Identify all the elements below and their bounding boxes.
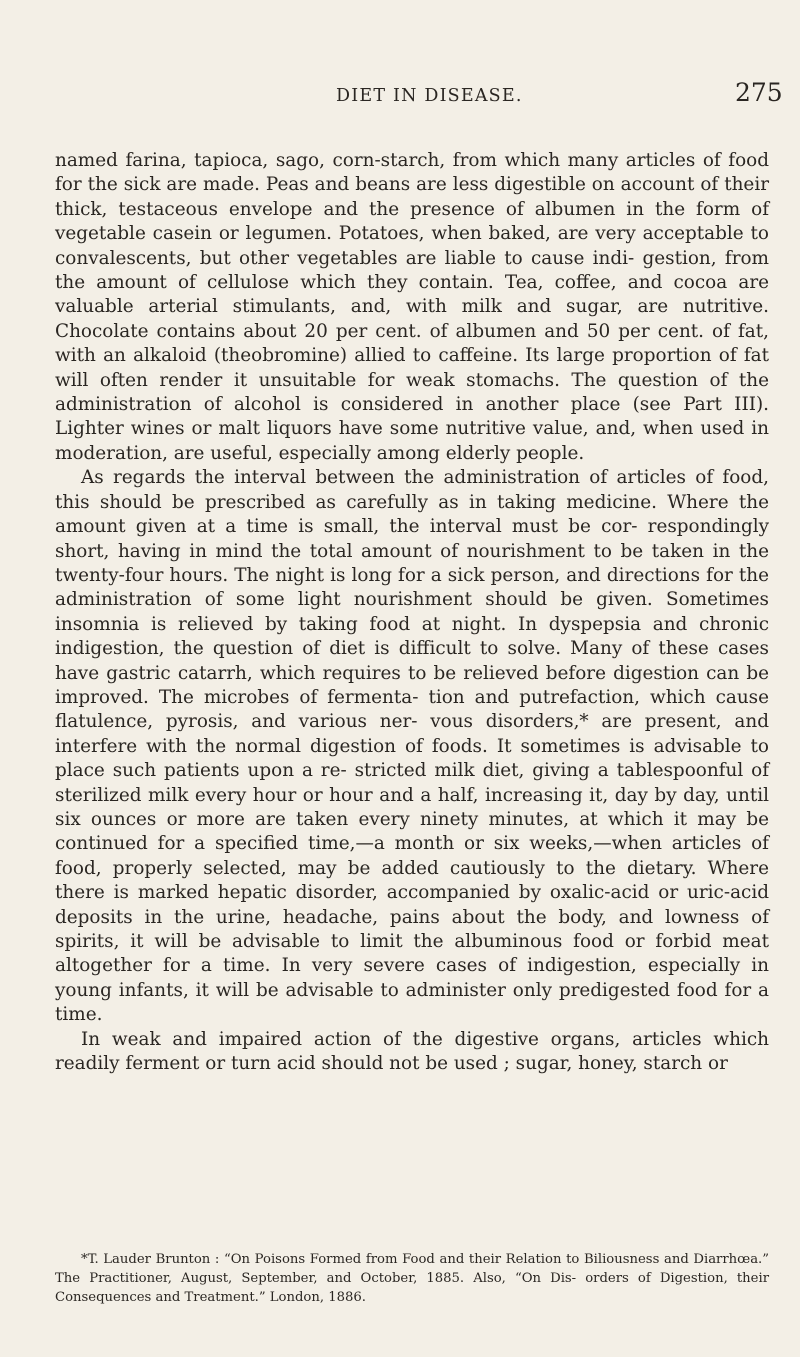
paragraph: As regards the interval between the administration of articles of food, this should be prescribed as carefully as in taking medicine. Where the amount given at a time is small, the interval must be cor- respondingly short, having in mind the total amount of nourishment to be taken in the twenty-four hours. The night is long for a sick person, and directions for the administration of some light nourishment should be given. Sometimes insomnia is relieved by taking food at night. In dyspepsia and chronic indigestion, the question of diet is difficult to solve. Many of these cases have gastric catarrh, which requires to be relieved before digestion can be improved. The microbes of fermenta- tion and putrefaction, which cause flatulence, pyrosis, and various ner- vous disorders,* are present, and interfere with the normal digestion of foods. It sometimes is advisable to place such patients upon a re- stricted milk diet, giving a tablespoonful of sterilized milk every hour or hour and a half, increasing it, day by day, until six ounces or more are taken every ninety minutes, at which it may be continued for a specified time,—a month or six weeks,—when articles of food, properly selected, may be added cautiously to the dietary. Where there is marked hepatic disorder, accompanied by oxalic-acid or uric-acid deposits in the urine, headache, pains about the body, and lowness of spirits, it will be advisable to limit the albuminous food or forbid meat altogether for a time. In very severe cases of indigestion, especially in young infants, it will be advisable to administer only predigested food for a time. <box>55 467 769 1026</box>
footnote-text: *T. Lauder Brunton : “On Poisons Formed from Food and their Relation to Biliousness and Diarrhœa.” The Practitioner, August, September, and October, 1885. Also, “On Dis- orders of Digestion, their Consequences and Treatment.” London, 1886. <box>55 1252 769 1305</box>
page-header <box>0 78 800 114</box>
paragraph: named farina, tapioca, sago, corn-starch, from which many articles of food for the sick are made. Peas and beans are less digestible on account of their thick, testaceous envelope and the presence of albumen in the form of vegetable casein or legumen. Potatoes, when baked, are very acceptable to convalescents, but other vegetables are liable to cause indi- gestion, from the amount of cellulose which they contain. Tea, coffee, and cocoa are valuable arterial stimulants, and, with milk and sugar, are nutritive. Chocolate contains about 20 per cent. of albumen and 50 per cent. of fat, with an alkaloid (theobromine) allied to caffeine. Its large proportion of fat will often render it unsuitable for weak stomachs. The question of the administration of alcohol is considered in another place (see Part III). Lighter wines or malt liquors have some nutritive value, and, when used in moderation, are useful, especially among elderly people. <box>55 150 769 464</box>
running-head: DIET IN DISEASE. <box>336 86 523 106</box>
body-text <box>55 149 769 1076</box>
paragraph: In weak and impaired action of the digestive organs, articles which readily ferment or turn acid should not be used ; sugar, honey, starch or <box>55 1028 769 1075</box>
page-number: 275 <box>735 78 783 107</box>
footnote <box>55 1250 769 1307</box>
